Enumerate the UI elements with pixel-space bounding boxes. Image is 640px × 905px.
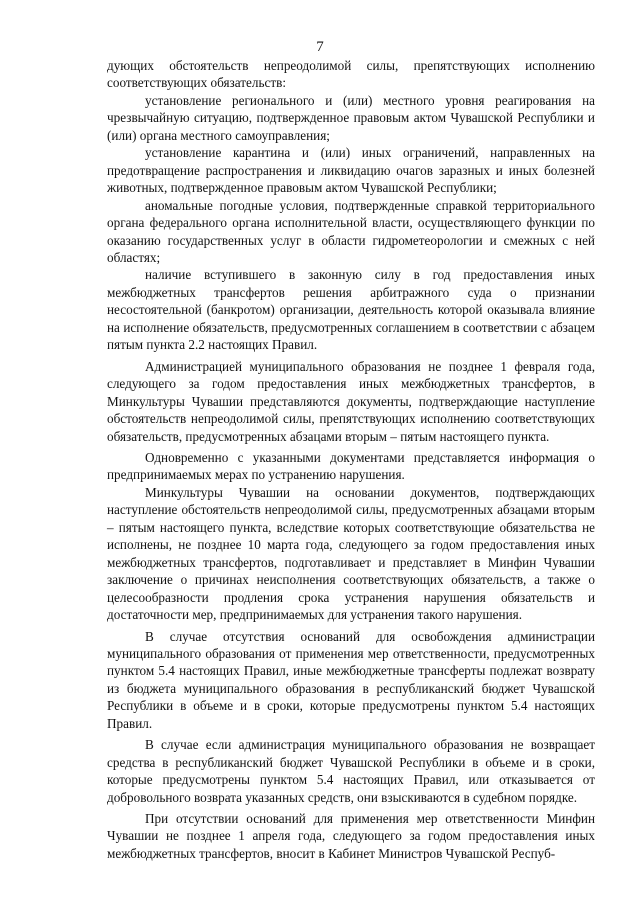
paragraph: дующих обстоятельств непреодолимой силы, препятствующих исполнению соответствующих обязательств: bbox=[107, 58, 595, 91]
paragraph: установление регионального и (или) местного уровня реагирования на чрезвычайную ситуацию, подтвержденное правовым актом Чувашской Республики и (или) органа местного самоуправления; bbox=[107, 92, 595, 143]
paragraph: В случае если администрация муниципального образования не возвращает средства в республиканский бюджет Чувашской Республики в объеме и в сроки, которые предусмотрены пунктом 5.4 настоящих Правил, или отказывается от добровольного возврата указанных средств, они взыскиваются в судебном порядке. bbox=[107, 737, 595, 805]
page-number: 7 bbox=[316, 39, 324, 55]
paragraph: При отсутствии оснований для применения мер ответственности Минфин Чувашии не позднее 1 апреля года, следующего за годом предоставления иных межбюджетных трансфертов, вносит в Кабинет Министров Чувашской Респуб- bbox=[107, 811, 595, 861]
document-body bbox=[107, 57, 595, 862]
paragraph: аномальные погодные условия, подтвержденные справкой территориального органа федерального органа исполнительной власти, осуществляющего функции по оказанию государственных услуг в области гидрометеорологии и смежных с ней областях; bbox=[107, 197, 595, 265]
paragraph: установление карантина и (или) иных ограничений, направленных на предотвращение распространения и ликвидацию очагов заразных и иных болезней животных, подтвержденное правовым актом Чувашской Республики; bbox=[107, 145, 595, 196]
paragraph: наличие вступившего в законную силу в год предоставления иных межбюджетных трансфертов решения арбитражного суда о признании несостоятельной (банкротом) организации, деятельность которой оказывала влияние на исполнение обязательств, предусмотренных соглашением в соответствии с абзацем пятым пункта 2.2 настоящих Правил. bbox=[107, 267, 595, 353]
paragraph: Одновременно с указанными документами представляется информация о предпринимаемых мерах по устранению нарушения. bbox=[107, 449, 595, 483]
paragraph: Минкультуры Чувашии на основании документов, подтверждающих наступление обстоятельств непреодолимой силы, предусмотренных абзацами вторым – пятым настоящего пункта, вследствие которых соответствующие обязательства не исполнены, не позднее 10 марта года, следующего за годом предоставления иных межбюджетных трансфертов, подготавливает и представляет в Минфин Чувашии заключение о причинах неисполнения соответствующих обязательств, а также о целесообразности продления срока устранения нарушения обязательств и достаточности мер, предпринимаемых для устранения такого нарушения. bbox=[107, 484, 595, 623]
paragraph: В случае отсутствия оснований для освобождения администрации муниципального образования от применения мер ответственности, предусмотренных пунктом 5.4 настоящих Правил, иные межбюджетные трансферты подлежат возврату из бюджета муниципального образования в республиканский бюджет Чувашской Республики в объеме и в сроки, которые предусмотрены пунктом 5.4 настоящих Правил. bbox=[107, 628, 595, 731]
paragraph: Администрацией муниципального образования не позднее 1 февраля года, следующего за годом предоставления иных межбюджетных трансфертов, в Минкультуры Чувашии представляются документы, подтверждающие наступление обстоятельств непреодолимой силы, препятствующих исполнению соответствующих обязательств, предусмотренных абзацами вторым – пятым настоящего пункта. bbox=[107, 358, 595, 444]
